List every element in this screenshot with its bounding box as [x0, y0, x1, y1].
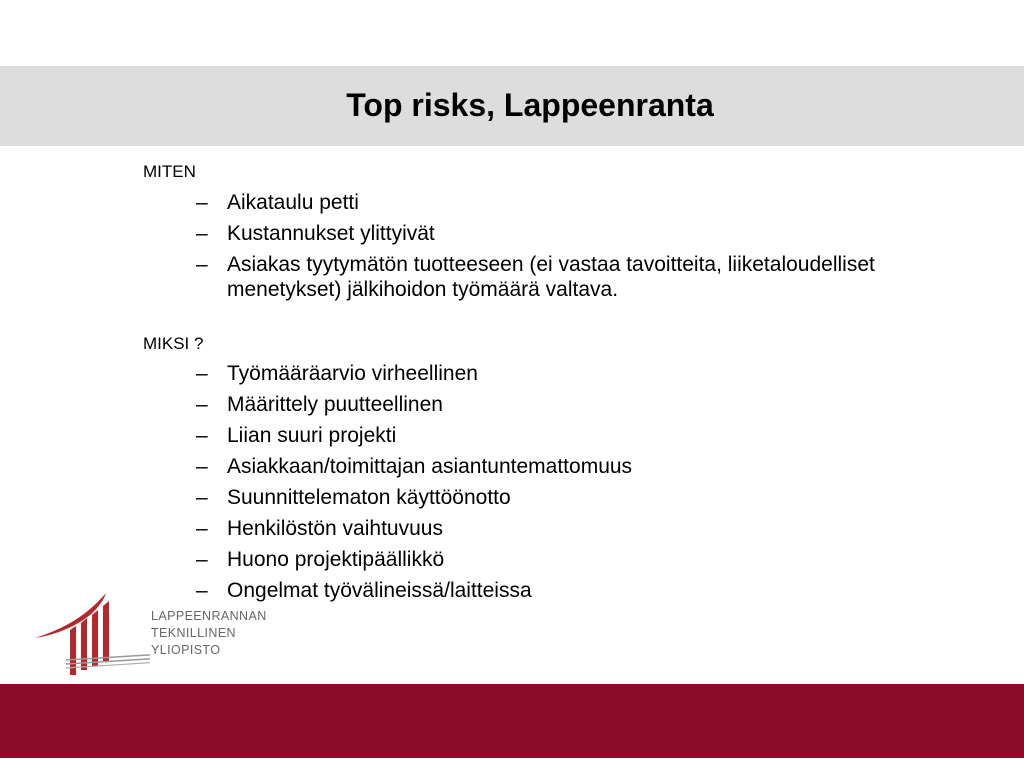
university-logo — [30, 590, 300, 680]
list-item — [196, 423, 916, 448]
list-item-text: Huono projektipäällikkö — [227, 548, 445, 571]
dash-bullet: – — [196, 455, 208, 478]
list-item-text: Asiakkaan/toimittajan asiantuntemattomuus — [227, 455, 633, 478]
list-item — [196, 361, 916, 386]
list-item-text: Määrittely puutteellinen — [227, 393, 443, 416]
dash-bullet: – — [196, 517, 208, 540]
list-item-text: Asiakas tyytymätön tuotteeseen (ei vastaa tavoitteita, liiketaloudelliset menetykset) jälkihoidon työmäärä valtava. — [227, 253, 875, 301]
dash-bullet: – — [196, 579, 208, 602]
university-emblem-icon — [30, 590, 150, 680]
section-heading-miksi: MIKSI ? — [143, 334, 204, 353]
footer-band — [0, 684, 1024, 758]
dash-bullet: – — [196, 222, 208, 245]
logo-text-line2: TEKNILLINEN YLIOPISTO — [151, 626, 236, 657]
dash-bullet: – — [196, 424, 208, 447]
list-item — [196, 392, 916, 417]
list-item-text: Työmääräarvio virheellinen — [227, 362, 478, 385]
list-item — [196, 252, 916, 302]
section-heading-miten: MITEN — [143, 162, 196, 181]
dash-bullet: – — [196, 191, 208, 214]
list-item-text: Aikataulu petti — [227, 191, 359, 214]
list-item — [196, 221, 916, 246]
miten-list — [196, 190, 916, 308]
list-item — [196, 190, 916, 215]
dash-bullet: – — [196, 253, 208, 276]
list-item-text: Kustannukset ylittyivät — [227, 222, 435, 245]
list-item-text: Suunnittelematon käyttöönotto — [227, 486, 511, 509]
dash-bullet: – — [196, 548, 208, 571]
slide-title: Top risks, Lappeenranta — [346, 87, 714, 123]
list-item — [196, 454, 916, 479]
list-item — [196, 578, 916, 603]
list-item-text: Ongelmat työvälineissä/laitteissa — [227, 579, 532, 602]
logo-text-line1: LAPPEENRANNAN — [151, 609, 267, 623]
list-item — [196, 485, 916, 510]
list-item — [196, 516, 916, 541]
list-item-text: Henkilöstön vaihtuvuus — [227, 517, 443, 540]
dash-bullet: – — [196, 393, 208, 416]
dash-bullet: – — [196, 362, 208, 385]
miksi-list — [196, 361, 916, 609]
dash-bullet: – — [196, 486, 208, 509]
list-item-text: Liian suuri projekti — [227, 424, 397, 447]
list-item — [196, 547, 916, 572]
